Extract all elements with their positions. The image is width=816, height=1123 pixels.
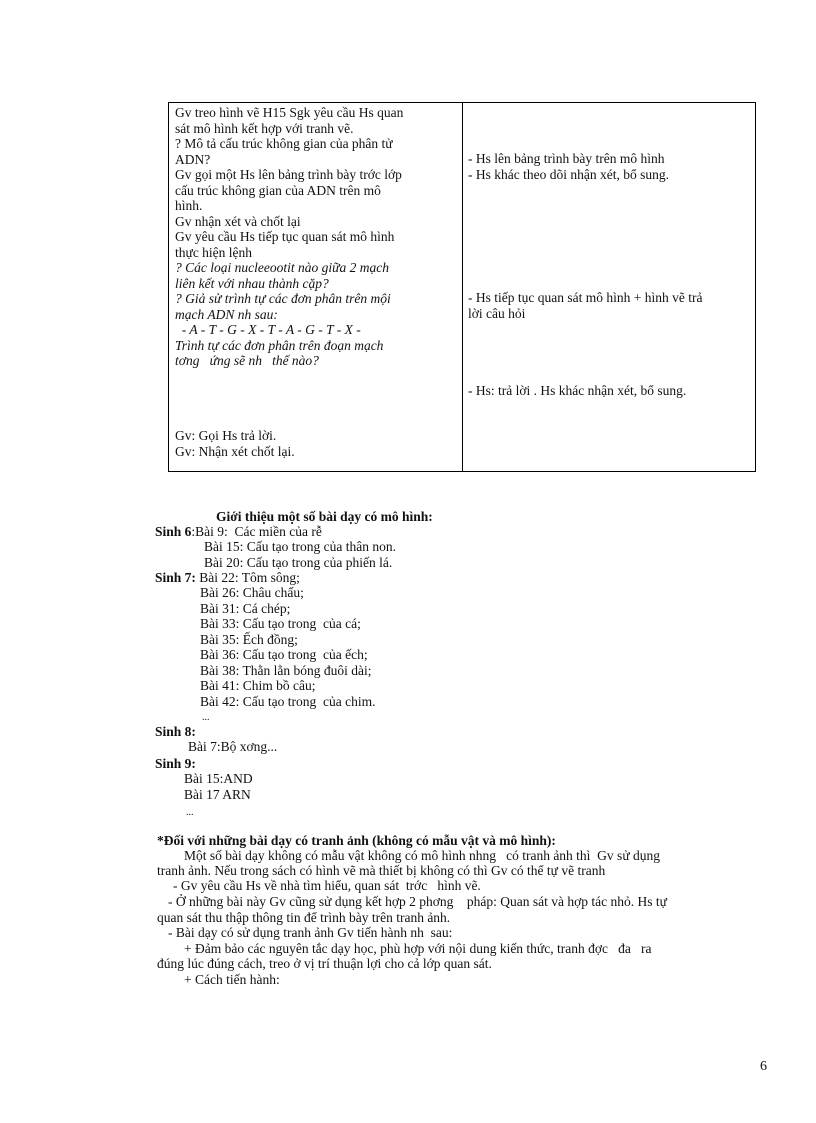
section2-line: Một số bài dạy không có mẫu vật không có mô hình nhng có tranh ảnh thì Gv sử dụng (184, 848, 661, 863)
lesson-item: Bài 31: Cá chép; (200, 600, 291, 616)
lesson-item: Bài 35: Ếch đồng; (200, 631, 298, 647)
sinh7-line (155, 570, 300, 586)
sinh7-first-lesson: Bài 22: Tôm sông; (195, 570, 300, 585)
sinh6-line (155, 524, 322, 540)
sinh8-label: Sinh 8: (155, 724, 196, 739)
column-divider (462, 103, 463, 471)
table-line: Gv treo hình vẽ H15 Sgk yêu cầu Hs quan (175, 105, 404, 120)
table-line: - Hs khác theo dõi nhận xét, bổ sung. (468, 166, 669, 182)
table-line: ADN? (175, 151, 211, 167)
lesson-item: Bài 17 ARN (184, 786, 251, 802)
table-line: Gv: Nhận xét chốt lại. (175, 443, 295, 459)
table-line: - Hs lên bảng trình bày trên mô hình (468, 151, 665, 166)
lesson-item: Bài 20: Cấu tạo trong của phiến lá. (204, 554, 393, 570)
page-number: 6 (760, 1059, 767, 1074)
sinh7-label: Sinh 7: (155, 570, 196, 585)
lesson-item: Bài 15:AND (184, 771, 253, 786)
table-left-cell (175, 105, 403, 369)
table-right-cell-1 (468, 151, 669, 182)
table-line-question: tơng ứng sẽ nh thế nào? (175, 353, 319, 368)
table-line: Gv yêu cầu Hs tiếp tục quan sát mô hình (175, 229, 395, 244)
table-line-question: ? Các loại nucleeootit nào giữa 2 mạch (175, 260, 389, 275)
lesson-item: Bài 36: Cấu tạo trong của ếch; (200, 647, 368, 662)
table-right-cell-3 (468, 383, 686, 399)
section2-line: quan sát thu thập thông tin để trình bày trên tranh ảnh. (157, 910, 451, 925)
table-line: hình. (175, 198, 203, 213)
section2-line: - Gv yêu cầu Hs về nhà tìm hiểu, quan sát trớc hình vẽ. (173, 878, 481, 893)
sinh6-first-lesson: :Bài 9: Các miền của rễ (191, 524, 322, 539)
table-line: Gv nhận xét và chốt lại (175, 213, 301, 229)
lesson-item: Bài 7:Bộ xơng... (188, 739, 278, 754)
table-line-question: Trình tự các đơn phân trên đoạn mạch (175, 337, 384, 353)
sinh8-list (188, 739, 277, 755)
table-line: sát mô hình kết hợp với tranh vẽ. (175, 120, 354, 136)
section2-line: + Cách tiến hành: (184, 972, 280, 987)
lesson-item: Bài 15: Cấu tạo trong của thân non. (204, 539, 396, 554)
lesson-item: Bài 38: Thằn lằn bóng đuôi dài; (200, 662, 372, 678)
table-line: - Hs: trả lời . Hs khác nhận xét, bổ sung. (468, 383, 687, 398)
table-line-question: ? Giả sử trình tự các đơn phân trên mội (175, 291, 391, 306)
section2-line: - Ở những bài này Gv cũng sử dụng kết hợp 2 phơng pháp: Quan sát và hợp tác nhỏ. Hs tự (168, 894, 667, 909)
table-right-cell-2 (468, 290, 702, 321)
section2-line: đúng lúc đúng cách, treo ở vị trí thuận lợi cho cả lớp quan sát. (157, 956, 492, 971)
sinh9-label: Sinh 9: (155, 756, 196, 771)
table-line-question: liên kết với nhau thành cặp? (175, 275, 329, 291)
sinh9-ellipsis: ... (186, 807, 194, 818)
table-line-question: mạch ADN nh sau: (175, 306, 278, 322)
sinh9-list (184, 771, 253, 802)
table-line: Gv: Gọi Hs trả lời. (175, 428, 277, 443)
lesson-item: Bài 26: Châu chấu; (200, 585, 304, 600)
sinh7-list (200, 585, 375, 709)
table-line-sequence: - A - T - G - X - T - A - G - T - X - (175, 322, 361, 337)
table-line: Gv gọi một Hs lên bảng trình bày trớc lớp (175, 167, 402, 182)
intro-heading: Giới thiệu một số bài dạy có mô hình: (216, 509, 433, 524)
section2-line: tranh ảnh. Nếu trong sách có hình vẽ mà thiết bị không có thì Gv có thể tự vẽ tranh (157, 863, 606, 878)
table-line: cấu trúc không gian của ADN trên mô (175, 182, 381, 198)
section2-line: - Bài dạy có sử dụng tranh ảnh Gv tiến hành nh sau: (168, 925, 453, 940)
section2-line: + Đảm bảo các nguyên tắc dạy học, phù hợp với nội dung kiến thức, tranh đợc đa ra (184, 941, 652, 956)
sinh6-list (204, 539, 396, 570)
table-line: thực hiện lệnh (175, 244, 253, 260)
lesson-item: Bài 41: Chim bồ câu; (200, 678, 316, 693)
table-line: lời câu hỏi (468, 305, 526, 321)
section2-heading: *Đối với những bài dạy có tranh ảnh (không có mẫu vật và mô hình): (157, 833, 556, 848)
table-line: - Hs tiếp tục quan sát mô hình + hình vẽ trả (468, 290, 703, 305)
table-line: ? Mô tả cấu trúc không gian của phân tử (175, 136, 393, 151)
lesson-item: Bài 42: Cấu tạo trong của chim. (200, 693, 376, 709)
sinh7-ellipsis: ... (202, 712, 210, 723)
table-left-bottom (175, 428, 295, 459)
sinh6-label: Sinh 6 (155, 524, 192, 539)
lesson-item: Bài 33: Cấu tạo trong của cá; (200, 616, 361, 631)
